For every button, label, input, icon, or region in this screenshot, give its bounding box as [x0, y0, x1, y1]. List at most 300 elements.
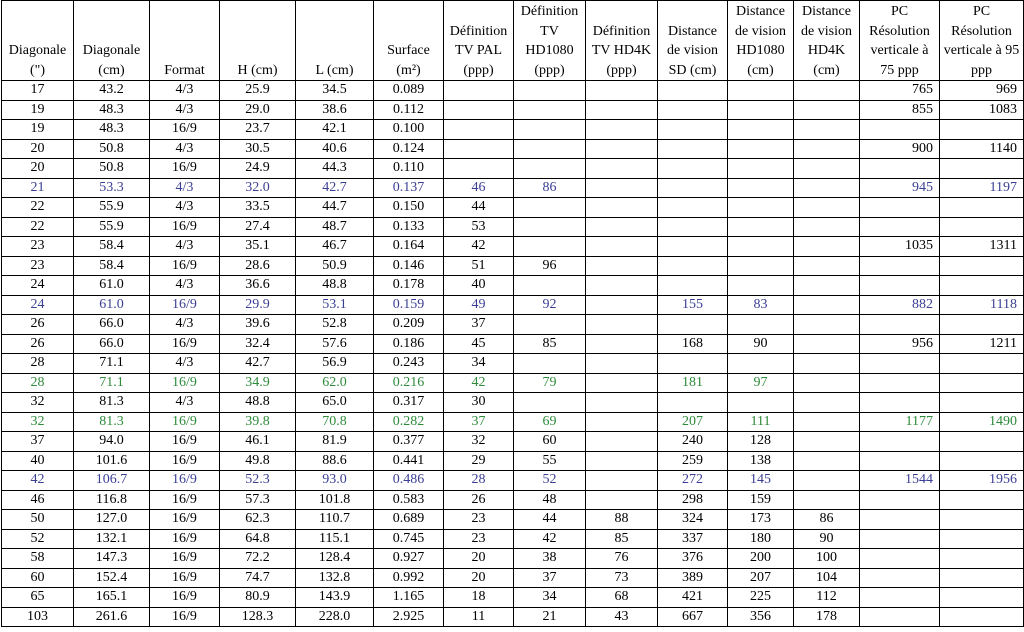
table-cell [794, 334, 860, 354]
table-cell: 34.9 [220, 373, 296, 393]
table-cell: 58.4 [74, 256, 150, 276]
table-cell: 92 [514, 295, 586, 315]
table-cell [940, 120, 1024, 140]
table-cell: 71.1 [74, 373, 150, 393]
table-cell [860, 393, 940, 413]
table-cell [658, 315, 728, 335]
table-cell [728, 217, 794, 237]
table-cell: 0.178 [374, 276, 444, 296]
table-cell: 4/3 [150, 354, 220, 374]
table-cell: 4/3 [150, 81, 220, 101]
table-cell: 155 [658, 295, 728, 315]
table-cell: 38 [514, 549, 586, 569]
table-row [2, 276, 1024, 296]
table-cell [940, 315, 1024, 335]
table-cell [860, 315, 940, 335]
table-cell: 26 [2, 315, 74, 335]
table-cell: 2.925 [374, 607, 444, 627]
header-distance-hd1080: Distance de vision HD1080 (cm) [728, 1, 794, 81]
table-cell [940, 607, 1024, 627]
table-cell: 51 [444, 256, 514, 276]
table-cell: 337 [658, 529, 728, 549]
table-cell: 29.0 [220, 100, 296, 120]
table-cell: 103 [2, 607, 74, 627]
table-cell [658, 100, 728, 120]
table-cell [940, 256, 1024, 276]
table-cell: 900 [860, 139, 940, 159]
table-cell: 57.3 [220, 490, 296, 510]
table-cell: 20 [2, 139, 74, 159]
table-cell [514, 120, 586, 140]
table-cell: 25.9 [220, 81, 296, 101]
table-cell [794, 198, 860, 218]
table-cell: 48.8 [220, 393, 296, 413]
table-cell [586, 100, 658, 120]
table-cell: 16/9 [150, 217, 220, 237]
table-cell: 0.243 [374, 354, 444, 374]
table-cell [794, 490, 860, 510]
table-cell: 1177 [860, 412, 940, 432]
table-cell [940, 393, 1024, 413]
table-cell: 16/9 [150, 588, 220, 608]
table-cell: 23 [444, 529, 514, 549]
screen-size-table [1, 0, 1024, 627]
table-cell: 23 [2, 237, 74, 257]
table-cell: 96 [514, 256, 586, 276]
table-cell [728, 354, 794, 374]
table-cell [514, 354, 586, 374]
table-cell: 18 [444, 588, 514, 608]
table-cell [586, 295, 658, 315]
table-cell: 0.137 [374, 178, 444, 198]
table-cell [514, 276, 586, 296]
table-cell: 40 [2, 451, 74, 471]
table-cell: 1197 [940, 178, 1024, 198]
table-cell: 228.0 [296, 607, 374, 627]
table-cell: 259 [658, 451, 728, 471]
table-cell: 165.1 [74, 588, 150, 608]
table-cell: 94.0 [74, 432, 150, 452]
table-cell: 86 [514, 178, 586, 198]
table-cell [514, 81, 586, 101]
header-distance-sd: Distance de vision SD (cm) [658, 1, 728, 81]
table-cell: 55 [514, 451, 586, 471]
table-cell: 16/9 [150, 373, 220, 393]
table-cell: 421 [658, 588, 728, 608]
table-cell: 145 [728, 471, 794, 491]
table-cell: 23 [2, 256, 74, 276]
table-row [2, 432, 1024, 452]
table-cell [728, 393, 794, 413]
table-cell: 66.0 [74, 334, 150, 354]
table-cell: 16/9 [150, 607, 220, 627]
table-cell: 0.282 [374, 412, 444, 432]
table-cell [728, 237, 794, 257]
table-cell [586, 315, 658, 335]
table-cell: 34 [444, 354, 514, 374]
table-cell [794, 451, 860, 471]
table-cell [586, 198, 658, 218]
table-cell [728, 139, 794, 159]
table-cell: 0.110 [374, 159, 444, 179]
table-cell: 29 [444, 451, 514, 471]
table-row [2, 412, 1024, 432]
table-cell: 46.1 [220, 432, 296, 452]
table-cell [586, 471, 658, 491]
table-cell [794, 217, 860, 237]
table-cell: 50.8 [74, 159, 150, 179]
table-cell: 39.6 [220, 315, 296, 335]
table-cell: 37 [444, 412, 514, 432]
table-cell: 66.0 [74, 315, 150, 335]
table-cell: 32.4 [220, 334, 296, 354]
table-cell: 20 [2, 159, 74, 179]
table-cell: 42 [444, 237, 514, 257]
table-cell: 29.9 [220, 295, 296, 315]
table-cell: 45 [444, 334, 514, 354]
table-cell [444, 139, 514, 159]
table-cell [586, 432, 658, 452]
table-cell [586, 490, 658, 510]
header-diagonal-inches: Diagonale (") [2, 1, 74, 81]
table-cell: 42.7 [296, 178, 374, 198]
table-cell: 72.2 [220, 549, 296, 569]
table-cell [860, 510, 940, 530]
table-row [2, 354, 1024, 374]
table-cell: 61.0 [74, 295, 150, 315]
table-cell: 90 [728, 334, 794, 354]
table-cell: 16/9 [150, 510, 220, 530]
header-row [2, 1, 1024, 81]
table-cell [586, 373, 658, 393]
table-cell: 93.0 [296, 471, 374, 491]
table-cell: 88.6 [296, 451, 374, 471]
table-cell: 16/9 [150, 256, 220, 276]
table-cell: 16/9 [150, 471, 220, 491]
table-cell [514, 217, 586, 237]
table-cell: 64.8 [220, 529, 296, 549]
table-cell: 24 [2, 295, 74, 315]
table-cell [794, 432, 860, 452]
table-cell [514, 100, 586, 120]
table-cell: 53.3 [74, 178, 150, 198]
header-format: Format [150, 1, 220, 81]
table-cell: 11 [444, 607, 514, 627]
table-cell [860, 490, 940, 510]
table-cell: 1118 [940, 295, 1024, 315]
table-cell: 298 [658, 490, 728, 510]
table-cell: 16/9 [150, 120, 220, 140]
table-cell: 168 [658, 334, 728, 354]
header-diagonal-cm: Diagonale (cm) [74, 1, 150, 81]
header-distance-hd4k: Distance de vision HD4K (cm) [794, 1, 860, 81]
table-cell: 46 [2, 490, 74, 510]
table-cell: 261.6 [74, 607, 150, 627]
table-cell: 128.3 [220, 607, 296, 627]
table-cell [444, 100, 514, 120]
header-pc-res-95: PC Résolution verticale à 95 ppp [940, 1, 1024, 81]
table-cell [514, 393, 586, 413]
table-cell [794, 139, 860, 159]
table-cell [658, 139, 728, 159]
table-cell: 46.7 [296, 237, 374, 257]
table-cell [658, 198, 728, 218]
table-cell [728, 100, 794, 120]
table-cell: 16/9 [150, 432, 220, 452]
table-cell: 60 [2, 568, 74, 588]
table-cell: 20 [444, 549, 514, 569]
table-cell: 376 [658, 549, 728, 569]
table-cell: 62.3 [220, 510, 296, 530]
table-cell: 49.8 [220, 451, 296, 471]
table-cell [658, 120, 728, 140]
table-cell [940, 588, 1024, 608]
table-row [2, 81, 1024, 101]
table-cell [860, 529, 940, 549]
table-cell: 62.0 [296, 373, 374, 393]
table-cell: 138 [728, 451, 794, 471]
table-cell: 956 [860, 334, 940, 354]
table-cell: 1083 [940, 100, 1024, 120]
table-cell: 1211 [940, 334, 1024, 354]
table-cell: 46 [444, 178, 514, 198]
table-cell: 0.377 [374, 432, 444, 452]
table-cell: 128 [728, 432, 794, 452]
table-cell [794, 256, 860, 276]
table-cell: 50.8 [74, 139, 150, 159]
table-cell: 16/9 [150, 549, 220, 569]
table-cell: 16/9 [150, 295, 220, 315]
table-cell [794, 373, 860, 393]
table-cell [860, 549, 940, 569]
table-cell: 0.133 [374, 217, 444, 237]
table-cell [940, 549, 1024, 569]
table-cell [586, 81, 658, 101]
table-cell: 173 [728, 510, 794, 530]
table-row [2, 217, 1024, 237]
table-row [2, 178, 1024, 198]
table-cell: 56.9 [296, 354, 374, 374]
table-cell: 21 [2, 178, 74, 198]
table-cell: 73 [586, 568, 658, 588]
table-cell: 0.689 [374, 510, 444, 530]
table-cell [794, 276, 860, 296]
table-cell: 21 [514, 607, 586, 627]
table-cell [860, 217, 940, 237]
table-cell: 36.6 [220, 276, 296, 296]
table-cell: 101.8 [296, 490, 374, 510]
table-cell: 97 [728, 373, 794, 393]
table-cell: 79 [514, 373, 586, 393]
table-cell: 43.2 [74, 81, 150, 101]
table-row [2, 373, 1024, 393]
table-cell: 16/9 [150, 334, 220, 354]
table-cell: 74.7 [220, 568, 296, 588]
table-cell: 57.6 [296, 334, 374, 354]
table-cell: 128.4 [296, 549, 374, 569]
table-cell [794, 159, 860, 179]
table-cell [940, 217, 1024, 237]
table-cell: 272 [658, 471, 728, 491]
table-row [2, 159, 1024, 179]
table-cell: 159 [728, 490, 794, 510]
table-cell [940, 568, 1024, 588]
table-cell: 0.159 [374, 295, 444, 315]
table-cell: 37 [2, 432, 74, 452]
table-cell: 143.9 [296, 588, 374, 608]
table-cell: 24.9 [220, 159, 296, 179]
table-cell [586, 451, 658, 471]
table-cell [586, 412, 658, 432]
table-cell: 17 [2, 81, 74, 101]
table-cell [728, 276, 794, 296]
table-cell: 207 [728, 568, 794, 588]
table-cell: 1490 [940, 412, 1024, 432]
table-cell: 0.146 [374, 256, 444, 276]
table-cell: 132.8 [296, 568, 374, 588]
table-cell: 200 [728, 549, 794, 569]
table-cell: 765 [860, 81, 940, 101]
table-cell: 80.9 [220, 588, 296, 608]
table-cell: 37 [444, 315, 514, 335]
table-cell: 16/9 [150, 529, 220, 549]
table-cell: 32 [2, 393, 74, 413]
table-cell: 178 [794, 607, 860, 627]
table-cell [514, 198, 586, 218]
table-cell: 667 [658, 607, 728, 627]
table-cell [514, 139, 586, 159]
table-cell [658, 276, 728, 296]
table-cell [586, 178, 658, 198]
table-cell: 30 [444, 393, 514, 413]
table-cell: 42 [514, 529, 586, 549]
table-cell: 356 [728, 607, 794, 627]
table-cell: 53.1 [296, 295, 374, 315]
table-cell [794, 237, 860, 257]
table-cell: 44 [444, 198, 514, 218]
table-cell: 0.583 [374, 490, 444, 510]
table-row [2, 451, 1024, 471]
table-cell [794, 120, 860, 140]
table-cell: 38.6 [296, 100, 374, 120]
table-cell: 16/9 [150, 490, 220, 510]
table-header [2, 1, 1024, 81]
table-row [2, 471, 1024, 491]
table-row [2, 315, 1024, 335]
table-cell [658, 393, 728, 413]
table-cell: 52.8 [296, 315, 374, 335]
table-cell: 58 [2, 549, 74, 569]
table-cell: 52.3 [220, 471, 296, 491]
table-cell: 104 [794, 568, 860, 588]
table-cell: 1544 [860, 471, 940, 491]
table-cell: 1956 [940, 471, 1024, 491]
table-cell: 33.5 [220, 198, 296, 218]
table-cell: 180 [728, 529, 794, 549]
table-cell: 42 [2, 471, 74, 491]
table-cell [728, 81, 794, 101]
table-cell: 52 [514, 471, 586, 491]
table-cell: 0.745 [374, 529, 444, 549]
table-cell [940, 510, 1024, 530]
table-cell [940, 490, 1024, 510]
table-cell [940, 432, 1024, 452]
table-cell: 4/3 [150, 139, 220, 159]
table-cell: 81.3 [74, 393, 150, 413]
table-cell: 22 [2, 198, 74, 218]
table-row [2, 295, 1024, 315]
table-cell: 111 [728, 412, 794, 432]
table-cell [794, 471, 860, 491]
table-row [2, 588, 1024, 608]
table-cell: 0.112 [374, 100, 444, 120]
table-cell: 207 [658, 412, 728, 432]
table-row [2, 198, 1024, 218]
table-cell: 83 [728, 295, 794, 315]
table-cell: 16/9 [150, 159, 220, 179]
table-cell [514, 237, 586, 257]
table-cell [940, 373, 1024, 393]
table-row [2, 256, 1024, 276]
table-cell [860, 198, 940, 218]
table-cell [860, 354, 940, 374]
table-cell [444, 120, 514, 140]
table-cell: 28.6 [220, 256, 296, 276]
table-cell [658, 256, 728, 276]
table-cell: 49 [444, 295, 514, 315]
table-cell: 52 [2, 529, 74, 549]
table-cell: 181 [658, 373, 728, 393]
table-row [2, 607, 1024, 627]
table-cell: 0.317 [374, 393, 444, 413]
table-cell: 1140 [940, 139, 1024, 159]
table-cell [586, 334, 658, 354]
table-cell [514, 315, 586, 335]
table-cell: 855 [860, 100, 940, 120]
table-cell [794, 412, 860, 432]
table-cell: 4/3 [150, 237, 220, 257]
table-cell: 48 [514, 490, 586, 510]
table-row [2, 139, 1024, 159]
table-cell [586, 256, 658, 276]
table-cell: 42 [444, 373, 514, 393]
table-cell [794, 354, 860, 374]
table-cell [794, 315, 860, 335]
table-cell: 71.1 [74, 354, 150, 374]
table-row [2, 529, 1024, 549]
table-cell: 39.8 [220, 412, 296, 432]
table-cell: 81.9 [296, 432, 374, 452]
table-cell [794, 178, 860, 198]
table-cell: 882 [860, 295, 940, 315]
table-cell [860, 373, 940, 393]
table-cell: 115.1 [296, 529, 374, 549]
table-row [2, 334, 1024, 354]
table-cell: 0.150 [374, 198, 444, 218]
table-cell [444, 159, 514, 179]
header-height: H (cm) [220, 1, 296, 81]
table-cell: 106.7 [74, 471, 150, 491]
table-cell: 22 [2, 217, 74, 237]
table-cell [586, 217, 658, 237]
header-pc-res-75: PC Résolution verticale à 75 ppp [860, 1, 940, 81]
table-cell: 68 [586, 588, 658, 608]
table-cell: 4/3 [150, 315, 220, 335]
table-row [2, 549, 1024, 569]
table-cell: 0.164 [374, 237, 444, 257]
table-row [2, 100, 1024, 120]
table-cell [586, 276, 658, 296]
